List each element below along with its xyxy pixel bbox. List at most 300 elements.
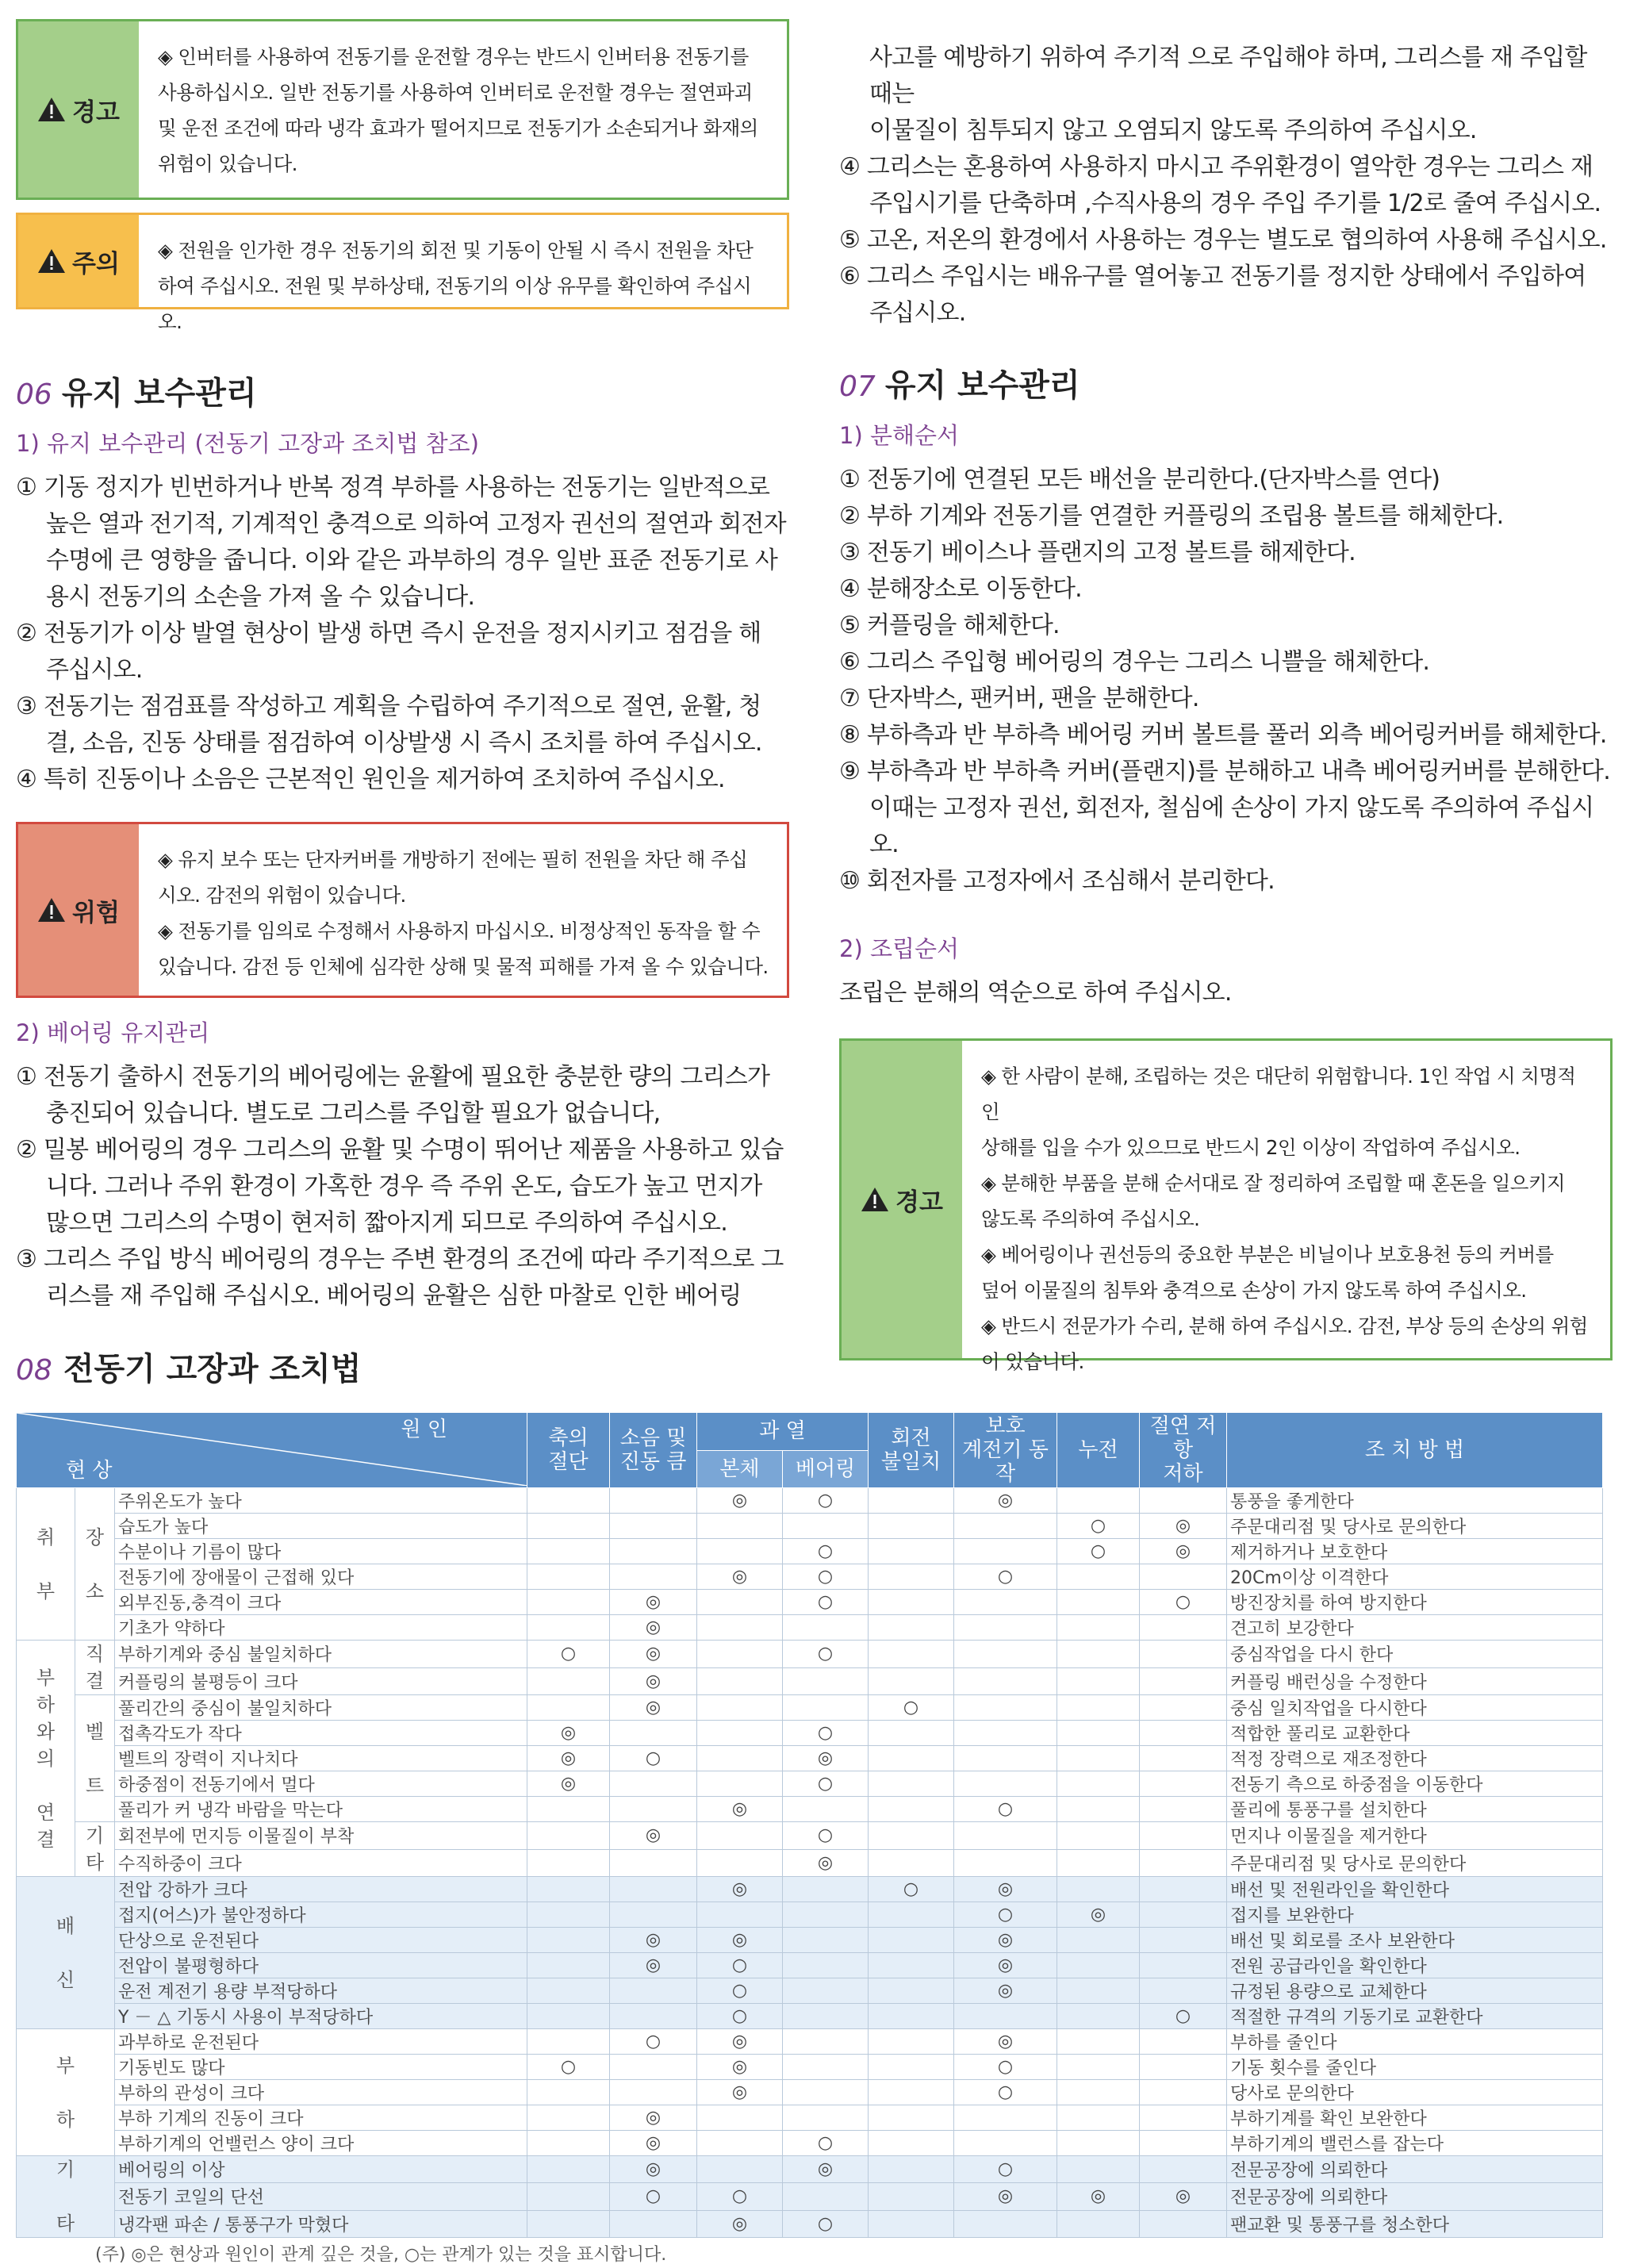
mark-cell	[1057, 2055, 1140, 2080]
table-row	[17, 2183, 1603, 2210]
action-cell: 배선 및 회로를 조사 보완한다	[1227, 1928, 1603, 1953]
mark-cell: ◎	[610, 1641, 697, 1668]
mark-cell: ◎	[954, 2183, 1057, 2210]
mark-cell: ◎	[610, 1953, 697, 1978]
cause-cell: 벨트의 장력이 지나치다	[115, 1746, 527, 1771]
mark-cell	[610, 2210, 697, 2237]
mark-cell	[1140, 2131, 1227, 2156]
warning-triangle-icon	[37, 97, 66, 122]
mark-cell	[1140, 1771, 1227, 1797]
mark-cell	[1057, 1928, 1140, 1953]
mark-cell	[1057, 1615, 1140, 1641]
mark-cell	[783, 2080, 869, 2105]
mark-cell: ◎	[610, 2156, 697, 2183]
mark-cell: ○	[954, 2080, 1057, 2105]
mark-cell	[1057, 1667, 1140, 1695]
caution-tag: 주의	[18, 215, 139, 307]
mark-cell	[697, 1849, 783, 1877]
mark-cell: ◎	[954, 1978, 1057, 2004]
mark-cell	[1057, 1849, 1140, 1877]
mark-cell: ○	[1057, 1514, 1140, 1539]
table-row	[17, 1721, 1603, 1746]
mark-cell: ○	[697, 1978, 783, 2004]
mark-cell: ○	[954, 1902, 1057, 1928]
mark-cell	[954, 2105, 1057, 2131]
mark-cell	[1140, 1564, 1227, 1590]
group-label: 배 신	[17, 1877, 115, 2029]
mark-cell: ◎	[783, 1849, 869, 1877]
table-row	[17, 1514, 1603, 1539]
action-cell: 20Cm이상 이격한다	[1227, 1564, 1603, 1590]
action-cell: 주문대리점 및 당사로 문의한다	[1227, 1849, 1603, 1877]
mark-cell: ◎	[697, 1928, 783, 1953]
cause-cell: 수직하중이 크다	[115, 1849, 527, 1877]
danger-text: ◈ 유지 보수 또는 단자커버를 개방하기 전에는 필히 전원을 차단 해 주십 시오. 감전의 위험이 있습니다. ◈ 전동기를 임의로 수정해서 사용하지 마십시오. 비정상적인 동작을 할 수 있습니다. 감전 등 인체에 심각한 상해 및 물적 피해를 가져 올 수 있습니다.	[139, 824, 786, 996]
mark-cell	[1057, 1488, 1140, 1514]
mark-cell: ○	[697, 2004, 783, 2029]
mark-cell	[527, 1902, 610, 1928]
mark-cell	[954, 1771, 1057, 1797]
list-item: ⑤ 커플링을 해체한다.	[839, 612, 1060, 639]
mark-cell	[1140, 1849, 1227, 1877]
subgroup-label: 직 결	[75, 1641, 115, 1695]
mark-cell: ○	[954, 1797, 1057, 1822]
mark-cell	[869, 2029, 954, 2055]
mark-cell	[869, 1514, 954, 1539]
action-cell: 통풍을 좋게한다	[1227, 1488, 1603, 1514]
action-cell: 적정 장력으로 재조정한다	[1227, 1746, 1603, 1771]
troubleshooting-table	[16, 1412, 1603, 2238]
cause-cell: 하중점이 전동기에서 멀다	[115, 1771, 527, 1797]
cause-cell: 전압이 불평형하다	[115, 1953, 527, 1978]
action-cell: 적절한 규격의 기동기로 교환한다	[1227, 2004, 1603, 2029]
mark-cell	[527, 1978, 610, 2004]
mark-cell	[1140, 1877, 1227, 1902]
list-item: ① 전동기 출하시 전동기의 베어링에는 윤활에 필요한 충분한 량의 그리스가 충진되어 있습니다. 별도로 그리스를 주입할 필요가 없습니다,	[16, 1063, 770, 1127]
mark-cell: ◎	[1140, 1539, 1227, 1564]
table-row	[17, 2156, 1603, 2183]
mark-cell	[527, 1539, 610, 1564]
mark-cell	[527, 1667, 610, 1695]
mark-cell: ○	[697, 2183, 783, 2210]
mark-cell: ○	[783, 1488, 869, 1514]
mark-cell	[610, 1488, 697, 1514]
mark-cell: ○	[783, 1771, 869, 1797]
table-row	[17, 1590, 1603, 1615]
mark-cell	[527, 1877, 610, 1902]
continued-text: 이물질이 침투되지 않고 오염되지 않도록 주의하여 주십시오.	[869, 117, 1477, 144]
mark-cell	[869, 1721, 954, 1746]
mark-cell	[610, 1564, 697, 1590]
mark-cell	[527, 2131, 610, 2156]
mark-cell: ◎	[527, 1771, 610, 1797]
mark-cell	[954, 1822, 1057, 1850]
cause-cell: 습도가 높다	[115, 1514, 527, 1539]
subsection-title: 1) 유지 보수관리 (전동기 고장과 조치법 참조)	[16, 430, 479, 457]
cause-cell: 커플링의 불평등이 크다	[115, 1667, 527, 1695]
mark-cell	[869, 2131, 954, 2156]
list-item: ④ 분해장소로 이동한다.	[839, 575, 1082, 603]
mark-cell	[783, 1928, 869, 1953]
mark-cell: ◎	[954, 1488, 1057, 1514]
mark-cell: ○	[610, 2183, 697, 2210]
mark-cell: ◎	[1140, 2183, 1227, 2210]
cause-cell: 전압 강하가 크다	[115, 1877, 527, 1902]
mark-cell: ◎	[697, 1488, 783, 1514]
cause-cell: 운전 계전기 용량 부적당하다	[115, 1978, 527, 2004]
mark-cell	[610, 1877, 697, 1902]
mark-cell	[1140, 2210, 1227, 2237]
list-item: ② 밀봉 베어링의 경우 그리스의 윤활 및 수명이 뛰어난 제품을 사용하고 있습니다. 그러나 주위 환경이 가혹한 경우 즉 주위 온도, 습도가 높고 먼지가 많으면 그리스의 수명이 현저히 짧아지게 되므로 주의하여 주십시오.	[16, 1136, 784, 1237]
col-header: 누전	[1057, 1413, 1140, 1488]
mark-cell	[1140, 1902, 1227, 1928]
mark-cell	[869, 1539, 954, 1564]
action-cell: 전문공장에 의뢰한다	[1227, 2156, 1603, 2183]
mark-cell	[954, 2004, 1057, 2029]
mark-cell	[697, 2131, 783, 2156]
mark-cell	[610, 1514, 697, 1539]
mark-cell	[610, 1797, 697, 1822]
mark-cell	[954, 2131, 1057, 2156]
action-cell: 전문공장에 의뢰한다	[1227, 2183, 1603, 2210]
mark-cell	[1057, 1953, 1140, 1978]
mark-cell	[869, 1822, 954, 1850]
list-item: ⑥ 그리스 주입형 베어링의 경우는 그리스 니쁠을 해체한다.	[839, 648, 1430, 676]
mark-cell: ○	[954, 2055, 1057, 2080]
mark-cell	[610, 1771, 697, 1797]
mark-cell	[869, 1771, 954, 1797]
mark-cell	[697, 1667, 783, 1695]
mark-cell	[954, 1539, 1057, 1564]
right-column	[839, 40, 1613, 1373]
table-row	[17, 1953, 1603, 1978]
warning-text: ◈ 인버터를 사용하여 전동기를 운전할 경우는 반드시 인버터용 전동기를 사용하십시오. 일반 전동기를 사용하여 인버터로 운전할 경우는 절연파괴 및 운전 조건에 따라 냉각 효과가 떨어지므로 전동기가 소손되거나 화재의 위험이 있습니다.	[139, 21, 776, 198]
cause-cell: 외부진동,충격이 크다	[115, 1590, 527, 1615]
mark-cell	[1057, 1797, 1140, 1822]
cause-cell: 풀리간의 중심이 불일치하다	[115, 1695, 527, 1721]
mark-cell: ○	[783, 2210, 869, 2237]
mark-cell: ◎	[527, 1746, 610, 1771]
mark-cell	[610, 2004, 697, 2029]
mark-cell	[1140, 1615, 1227, 1641]
group-label: 부 하 와 의 연 결	[17, 1641, 75, 1877]
action-cell: 전동기 측으로 하중점을 이동한다	[1227, 1771, 1603, 1797]
mark-cell	[697, 1641, 783, 1668]
mark-cell	[869, 1849, 954, 1877]
warning-tag: 경고	[842, 1041, 962, 1358]
subsection-title: 2) 조립순서	[839, 935, 960, 962]
mark-cell	[869, 2183, 954, 2210]
mark-cell: ○	[869, 1877, 954, 1902]
mark-cell: ○	[783, 1590, 869, 1615]
mark-cell: ◎	[954, 1953, 1057, 1978]
mark-cell	[1057, 2029, 1140, 2055]
cause-cell: 기동빈도 많다	[115, 2055, 527, 2080]
cause-cell: 풀리가 커 냉각 바람을 막는다	[115, 1797, 527, 1822]
action-cell: 제거하거나 보호한다	[1227, 1539, 1603, 1564]
mark-cell	[954, 1590, 1057, 1615]
mark-cell	[783, 2105, 869, 2131]
mark-cell	[1140, 1667, 1227, 1695]
table-row	[17, 1667, 1603, 1695]
mark-cell: ○	[783, 1641, 869, 1668]
table-row	[17, 1978, 1603, 2004]
mark-cell	[1057, 2105, 1140, 2131]
cause-cell: 베어링의 이상	[115, 2156, 527, 2183]
section-07-title: 07 유지 보수관리	[839, 367, 1080, 404]
table-row	[17, 1822, 1603, 1850]
mark-cell	[783, 1953, 869, 1978]
action-cell: 규정된 용량으로 교체한다	[1227, 1978, 1603, 2004]
mark-cell: ○	[697, 1953, 783, 1978]
mark-cell: ○	[1140, 2004, 1227, 2029]
table-row	[17, 1877, 1603, 1902]
col-header: 회전 불일치	[869, 1413, 954, 1488]
mark-cell	[1140, 1978, 1227, 2004]
section-06-title: 06 유지 보수관리	[16, 375, 257, 412]
mark-cell	[783, 2055, 869, 2080]
table-row	[17, 1902, 1603, 1928]
mark-cell	[869, 1953, 954, 1978]
group-label: 기 타	[17, 2156, 115, 2238]
mark-cell	[527, 1928, 610, 1953]
mark-cell	[783, 1797, 869, 1822]
mark-cell: ◎	[783, 2156, 869, 2183]
mark-cell: ○	[954, 2156, 1057, 2183]
mark-cell	[1057, 2210, 1140, 2237]
mark-cell	[610, 2080, 697, 2105]
mark-cell	[527, 1849, 610, 1877]
cause-cell: 주위온도가 높다	[115, 1488, 527, 1514]
table-row	[17, 2131, 1603, 2156]
section-08-title: 08 전동기 고장과 조치법	[16, 1351, 362, 1387]
mark-cell	[1140, 1928, 1227, 1953]
list-item: ④ 그리스는 혼용하여 사용하지 마시고 주위환경이 열악한 경우는 그리스 재 주입시기를 단축하며 ,수직사용의 경우 주입 주기를 1/2로 줄여 주십시오.	[839, 153, 1601, 217]
mark-cell	[783, 1615, 869, 1641]
cause-cell: 기초가 약하다	[115, 1615, 527, 1641]
mark-cell	[610, 1849, 697, 1877]
group-label: 취 부	[17, 1488, 75, 1641]
mark-cell	[527, 2183, 610, 2210]
mark-cell	[527, 2156, 610, 2183]
mark-cell	[1140, 1488, 1227, 1514]
mark-cell	[697, 1746, 783, 1771]
warning-box	[839, 1038, 1613, 1373]
subsection-title: 2) 베어링 유지관리	[16, 1019, 210, 1046]
mark-cell	[869, 1978, 954, 2004]
mark-cell	[783, 1877, 869, 1902]
mark-cell	[697, 1695, 783, 1721]
cause-cell: 회전부에 먼지등 이물질이 부착	[115, 1822, 527, 1850]
mark-cell: ○	[527, 1641, 610, 1668]
cause-cell: 접지(어스)가 불안정하다	[115, 1902, 527, 1928]
mark-cell: ○	[869, 1695, 954, 1721]
mark-cell	[1057, 2131, 1140, 2156]
mark-cell	[783, 2183, 869, 2210]
mark-cell	[697, 1771, 783, 1797]
col-header: 과 열	[697, 1413, 869, 1451]
mark-cell	[697, 1590, 783, 1615]
mark-cell	[1140, 1746, 1227, 1771]
mark-cell	[783, 1514, 869, 1539]
mark-cell	[1057, 1978, 1140, 2004]
group-label: 부 하	[17, 2029, 115, 2156]
table-row	[17, 1488, 1603, 1514]
left-column	[16, 19, 789, 1314]
mark-cell: ◎	[697, 2029, 783, 2055]
action-cell: 당사로 문의한다	[1227, 2080, 1603, 2105]
mark-cell	[869, 1564, 954, 1590]
action-cell: 접지를 보완한다	[1227, 1902, 1603, 1928]
mark-cell	[954, 1721, 1057, 1746]
table-row	[17, 1641, 1603, 1668]
mark-cell	[1057, 1564, 1140, 1590]
mark-cell: ○	[783, 1539, 869, 1564]
mark-cell	[610, 1539, 697, 1564]
action-cell: 기동 횟수를 줄인다	[1227, 2055, 1603, 2080]
mark-cell	[1140, 2055, 1227, 2080]
subgroup-label: 벨 트	[75, 1695, 115, 1822]
mark-cell	[697, 2105, 783, 2131]
cause-cell: 부하의 관성이 크다	[115, 2080, 527, 2105]
mark-cell: ○	[610, 1746, 697, 1771]
mark-cell	[697, 1721, 783, 1746]
mark-cell: ○	[783, 1822, 869, 1850]
subgroup-label: 기 타	[75, 1822, 115, 1877]
mark-cell	[1057, 1771, 1140, 1797]
mark-cell	[954, 1615, 1057, 1641]
table-row	[17, 2055, 1603, 2080]
mark-cell: ◎	[697, 2210, 783, 2237]
cause-cell: 부하 기계의 진동이 크다	[115, 2105, 527, 2131]
mark-cell	[527, 1615, 610, 1641]
mark-cell	[527, 1822, 610, 1850]
mark-cell: ◎	[697, 2055, 783, 2080]
cause-cell: 전동기에 장애물이 근접해 있다	[115, 1564, 527, 1590]
mark-cell: ◎	[697, 1564, 783, 1590]
mark-cell: ◎	[610, 1822, 697, 1850]
table-row	[17, 1771, 1603, 1797]
mark-cell: ◎	[610, 1695, 697, 1721]
action-cell: 중심작업을 다시 한다	[1227, 1641, 1603, 1668]
list-item: ③ 그리스 주입 방식 베어링의 경우는 주변 환경의 조건에 따라 주기적으로 그리스를 재 주입해 주십시오. 베어링의 윤활은 심한 마찰로 인한 베어링	[16, 1245, 784, 1310]
mark-cell	[954, 2210, 1057, 2237]
mark-cell: ◎	[954, 1877, 1057, 1902]
mark-cell	[610, 1978, 697, 2004]
bearing-list	[16, 1059, 789, 1314]
list-item: ⑥ 그리스 주입시는 배유구를 열어놓고 전동기를 정지한 상태에서 주입하여 주십시오.	[839, 263, 1586, 327]
action-cell: 적합한 풀리로 교환한다	[1227, 1721, 1603, 1746]
list-item: ④ 특히 진동이나 소음은 근본적인 원인을 제거하여 조치하여 주십시오.	[16, 766, 725, 793]
mark-cell: ◎	[610, 2131, 697, 2156]
mark-cell	[783, 1667, 869, 1695]
mark-cell	[869, 1590, 954, 1615]
action-cell: 배선 및 전원라인을 확인한다	[1227, 1877, 1603, 1902]
col-header: 보호 계전기 동작	[954, 1413, 1057, 1488]
table-row	[17, 1746, 1603, 1771]
list-item: ① 기동 정지가 빈번하거나 반복 정격 부하를 사용하는 전동기는 일반적으로 높은 열과 전기적, 기계적인 충격으로 의하여 고정자 권선의 절연과 회전자 수명에 큰 영향을 줍니다. 이와 같은 과부하의 경우 일반 표준 전동기로 사용시 전동기의 소손을 가져 올 수 있습니다.	[16, 474, 786, 611]
mark-cell	[697, 1539, 783, 1564]
table-row	[17, 1797, 1603, 1822]
assembly-text: 조립은 분해의 역순으로 하여 주십시오.	[839, 979, 1232, 1007]
mark-cell	[1057, 1822, 1140, 1850]
mark-cell	[1140, 1641, 1227, 1668]
header-diagonal-cell: 원 인 현 상	[17, 1413, 527, 1488]
cause-cell: 부하기계의 언밸런스 양이 크다	[115, 2131, 527, 2156]
list-item: ⑧ 부하측과 반 부하측 베어링 커버 볼트를 풀러 외측 베어링커버를 해체한다.	[839, 721, 1607, 749]
list-item: ③ 전동기 베이스나 플랜지의 고정 볼트를 해제한다.	[839, 539, 1356, 566]
subgroup-label: 장 소	[75, 1488, 115, 1641]
mark-cell: ○	[783, 1564, 869, 1590]
action-cell: 부하기계를 확인 보완한다	[1227, 2105, 1603, 2131]
mark-cell	[1140, 2156, 1227, 2183]
mark-cell	[869, 1641, 954, 1668]
mark-cell: ◎	[1057, 1902, 1140, 1928]
mark-cell: ○	[1057, 1539, 1140, 1564]
mark-cell: ◎	[610, 1615, 697, 1641]
mark-cell	[869, 2080, 954, 2105]
mark-cell	[527, 1953, 610, 1978]
table-row	[17, 2004, 1603, 2029]
mark-cell	[1057, 1877, 1140, 1902]
mark-cell: ◎	[1140, 1514, 1227, 1539]
action-cell: 커플링 배런싱을 수정한다	[1227, 1667, 1603, 1695]
mark-cell	[1140, 2080, 1227, 2105]
mark-cell: ◎	[697, 2080, 783, 2105]
mark-cell: ◎	[954, 2029, 1057, 2055]
col-header: 본체	[697, 1450, 783, 1488]
mark-cell	[527, 1488, 610, 1514]
cause-cell: 단상으로 운전된다	[115, 1928, 527, 1953]
table-row	[17, 2105, 1603, 2131]
mark-cell: ○	[783, 2131, 869, 2156]
mark-cell	[954, 1849, 1057, 1877]
mark-cell	[527, 2105, 610, 2131]
mark-cell	[1140, 2105, 1227, 2131]
cause-cell: Y － △ 기동시 사용이 부적당하다	[115, 2004, 527, 2029]
mark-cell: ◎	[610, 2105, 697, 2131]
mark-cell	[783, 1978, 869, 2004]
action-cell: 팬교환 및 통풍구를 청소한다	[1227, 2210, 1603, 2237]
troubleshooting-section	[16, 1351, 1602, 2266]
mark-cell	[1140, 1822, 1227, 1850]
table-row	[17, 1695, 1603, 1721]
list-item: ⑦ 단자박스, 팬커버, 팬을 분해한다.	[839, 685, 1199, 712]
action-cell: 부하기계의 밸런스를 잡는다	[1227, 2131, 1603, 2156]
action-cell: 중심 일치작업을 다시한다	[1227, 1695, 1603, 1721]
mark-cell	[869, 2004, 954, 2029]
cause-cell: 수분이나 기름이 많다	[115, 1539, 527, 1564]
caution-text: ◈ 전원을 인가한 경우 전동기의 회전 및 기동이 안될 시 즉시 전원을 차단 하여 주십시오. 전원 및 부하상태, 전동기의 이상 유무를 확인하여 주십시오.	[139, 215, 787, 307]
mark-cell	[954, 1667, 1057, 1695]
mark-cell	[1057, 2080, 1140, 2105]
mark-cell	[1140, 1953, 1227, 1978]
mark-cell: ◎	[527, 1721, 610, 1746]
mark-cell: ◎	[610, 1928, 697, 1953]
list-item: ⑤ 고온, 저온의 환경에서 사용하는 경우는 별도로 협의하여 사용해 주십시오.	[839, 226, 1607, 254]
mark-cell: ○	[610, 2029, 697, 2055]
maintenance-list	[16, 470, 789, 798]
mark-cell	[697, 1615, 783, 1641]
mark-cell	[527, 1797, 610, 1822]
mark-cell	[697, 2156, 783, 2183]
table-row	[17, 2210, 1603, 2237]
col-header: 절연 저항 저하	[1140, 1413, 1227, 1488]
mark-cell	[783, 2004, 869, 2029]
mark-cell	[610, 1902, 697, 1928]
mark-cell	[869, 1667, 954, 1695]
list-item: ⑩ 회전자를 고정자에서 조심해서 분리한다.	[839, 867, 1275, 895]
